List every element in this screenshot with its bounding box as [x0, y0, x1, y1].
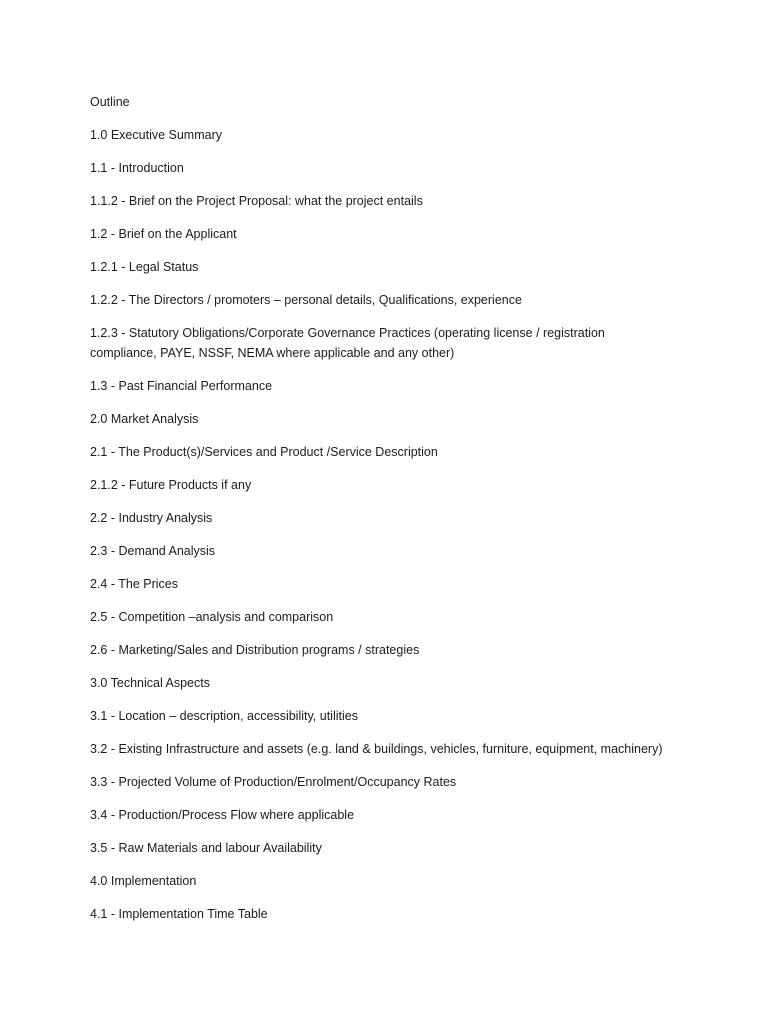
outline-item: 1.2.1 - Legal Status [90, 260, 199, 274]
outline-item: 3.3 - Projected Volume of Production/Enrolment/Occupancy Rates [90, 775, 457, 789]
outline-item: 1.1.2 - Brief on the Project Proposal: what the project entails [90, 194, 423, 208]
outline-item: 3.1 - Location – description, accessibility, utilities [90, 709, 358, 723]
outline-item: 1.1 - Introduction [90, 161, 184, 175]
outline-item: 2.1 - The Product(s)/Services and Product /Service Description [90, 445, 438, 459]
outline-item: 1.2.2 - The Directors / promoters – personal details, Qualifications, experience [90, 293, 522, 307]
section-heading: 4.0 Implementation [90, 874, 197, 888]
outline-item: 3.5 - Raw Materials and labour Availability [90, 841, 322, 855]
outline-item: 2.5 - Competition –analysis and comparison [90, 610, 334, 624]
section-heading: 2.0 Market Analysis [90, 412, 199, 426]
outline-item: 1.2 - Brief on the Applicant [90, 227, 237, 241]
section-heading: 3.0 Technical Aspects [90, 676, 210, 690]
document-page [90, 92, 730, 937]
outline-item: 3.4 - Production/Process Flow where applicable [90, 808, 355, 822]
outline-item: 3.2 - Existing Infrastructure and assets (e.g. land & buildings, vehicles, furniture, equipment, machinery) [90, 742, 663, 756]
outline-heading: Outline [90, 95, 130, 109]
outline-item: 2.4 - The Prices [90, 577, 179, 591]
outline-item: 2.3 - Demand Analysis [90, 544, 216, 558]
outline-item: 2.6 - Marketing/Sales and Distribution programs / strategies [90, 643, 420, 657]
outline-item: 1.2.3 - Statutory Obligations/Corporate Governance Practices (operating license / registration compliance, PAYE, NSSF, NEMA where applicable and any other) [90, 326, 605, 360]
outline-item: 1.3 - Past Financial Performance [90, 379, 273, 393]
outline-item: 4.1 - Implementation Time Table [90, 907, 268, 921]
outline-item: 2.1.2 - Future Products if any [90, 478, 252, 492]
outline-item: 2.2 - Industry Analysis [90, 511, 213, 525]
section-heading: 1.0 Executive Summary [90, 128, 222, 142]
